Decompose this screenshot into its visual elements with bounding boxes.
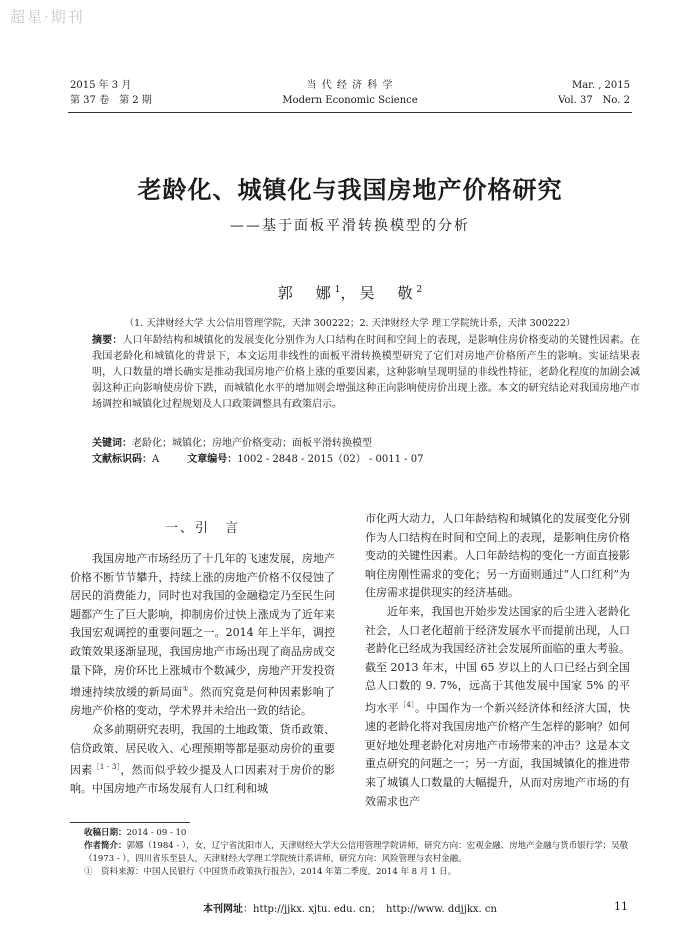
footer-label: 本刊网址 — [203, 904, 244, 915]
footnote-1-text: 资料来源：中国人民银行《中国货币政策执行报告》，2014 年第二季度，2014 年 8 月 1 日。 — [101, 867, 457, 877]
article-no-label: 文章编号： — [187, 454, 238, 465]
paragraph-2 — [70, 721, 335, 799]
doc-code-label: 文献标识码： — [92, 454, 152, 465]
received-label: 收稿日期： — [84, 828, 127, 838]
article-no: 1002 - 2848 - 2015（02） - 0011 - 07 — [237, 454, 424, 465]
author-2-affil-mark: 2 — [416, 285, 423, 295]
header-center — [200, 78, 500, 108]
article-meta — [92, 452, 640, 468]
header-date-en: Mar. , 2015 — [571, 80, 630, 91]
paragraph-3-text-b: 。中国作为一个新兴经济体和经济大国，快速的老龄化将对我国房地产价格产生怎样的影响？如何更好地处理老龄化对房地产市场带来的冲击？这是本文重点研究的问题之一；另一方面，我国城镇化的推进带来了城镇人口数量的大幅提升，从而对房地产市场的有效需求也产 — [365, 701, 631, 808]
author-bio-text: 郭娜（1984 - ），女，辽宁省沈阳市人，天津财经大学大公信用管理学院讲师，研究方向：宏观金融、房地产金融与货币银行学；吴敬（1973 - ），四川省乐至县人，天津财经大学理工学院统计系讲师，研究方向：风险管理与农村金融。 — [84, 841, 629, 864]
keywords — [92, 436, 640, 452]
received-date — [84, 827, 644, 840]
journal-name-en: Modern Economic Science — [282, 95, 418, 106]
header-volume-en: Vol. 37 No. 2 — [558, 95, 630, 106]
author-separator: ， — [340, 284, 360, 302]
citation-4: ［4］ — [399, 700, 415, 709]
watermark: 超星·期刊 — [10, 8, 85, 26]
footnote-1-mark: ① — [84, 867, 93, 877]
paragraph-1-text-a: 我国房地产市场经历了十几年的飞速发展，房地产价格不断节节攀升，持续上涨的房地产价格不仅侵蚀了居民的消费能力，同时也对我国的金融稳定乃至民生问题都产生了巨大影响，抑制房价过快上涨成为了近年来我国宏观调控的重要问题之一。2014 年上半年，调控政策效果逐渐显现，我国房地产市场出现了商品房成交量下降，房价环比上涨城市个数减少，房地产开发投资增速持续放缓的新局面 — [70, 552, 335, 699]
abstract — [92, 333, 640, 413]
paper-subtitle: ——基于面板平滑转换模型的分析 — [230, 218, 470, 234]
author-1-affil-mark: 1 — [334, 285, 341, 295]
footnote-1 — [84, 866, 644, 879]
body-column-right — [365, 510, 630, 811]
author-1: 郭 娜 — [277, 284, 335, 302]
citation-1-3: ［1 - 3］ — [92, 763, 121, 772]
header-rule — [68, 112, 632, 113]
footnote-rule — [70, 822, 190, 823]
paragraph-2-text-a: 众多前期研究表明，我国的土地政策、货币政策、信贷政策、居民收入、心理预期等都是驱动房价的重要因素 — [70, 723, 335, 777]
author-line — [0, 282, 700, 303]
author-2: 吴 敬 — [359, 284, 417, 302]
author-bio — [84, 840, 644, 866]
paragraph-2-continued: 市化两大动力，人口年龄结构和城镇化的发展变化分别作为人口结构在时间和空间上的表现，是影响住房价格变动的关键性因素。人口年龄结构的变化一方面直接影响住房刚性需求的变化；另一方面则通过“人口红利”为住房需求提供现实的经济基础。 — [365, 512, 630, 600]
abstract-label: 摘要： — [92, 335, 123, 346]
keywords-label: 关键词： — [92, 438, 132, 449]
page-number: 11 — [614, 900, 628, 913]
abstract-text: 人口年龄结构和城镇化的发展变化分别作为人口结构在时间和空间上的表现，是影响住房价格变动的关键性因素。在我国老龄化和城镇化的背景下，本文运用非线性的面板平滑转换模型研究了它们对房地产价格所产生的影响。实证结果表明，人口数量的增长确实是推动我国房地产价格上涨的重要因素，这种影响呈现明显的非线性特征，老龄化程度的加剧会减弱这种正向影响使房价下跌，而城镇化水平的增加则会增强这种正向影响使房价出现上涨。本文的研究结论对我国房地产市场调控和城镇化过程规划及人口政策调整具有政策启示。 — [92, 335, 640, 410]
header-volume-cn: 第 37 卷 第 2 期 — [70, 95, 152, 106]
journal-name-cn: 当 代 经 济 科 学 — [306, 80, 394, 91]
page-footer — [200, 900, 500, 915]
paragraph-3-text-a: 近年来，我国也开始步发达国家的后尘进入老龄化社会，人口老化超前于经济发展水平而提前出现，人口老龄化已经成为我国经济社会发展所面临的重大考验。截至 2013 年末，中国 65 岁以上的人口已经占到全国总人口数的 9. 7%，远高于其他发展中国家 5% 的平均水平 — [365, 604, 630, 715]
footnote-ref-1: ① — [182, 685, 190, 694]
doc-code: A — [152, 454, 160, 465]
header-date-cn: 2015 年 3 月 — [70, 80, 132, 91]
header-right — [558, 78, 630, 108]
keywords-text: 老龄化；城镇化；房地产价格变动；面板平滑转换模型 — [132, 438, 372, 449]
paragraph-3 — [365, 603, 630, 811]
author-bio-label: 作者简介： — [84, 841, 127, 851]
footer-urls: ：http://jjkx. xjtu. edu. cn； http://www. ddjjkx. cn — [243, 904, 497, 915]
paragraph-1-text-b: 。然而究竟是何种因素影响了房地产价格的变动，学术界并未给出一致的结论。 — [70, 685, 336, 718]
paragraph-2-text-b: ，然而似乎较少提及人口因素对于房价的影响。中国房地产市场发展有人口红利和城 — [70, 763, 335, 796]
paper-title: 老龄化、城镇化与我国房地产价格研究 — [137, 175, 563, 204]
received-value: 2014 - 09 - 10 — [126, 828, 187, 838]
affiliation: （1. 天津财经大学 大公信用管理学院，天津 300222；2. 天津财经大学 理工学院统计系，天津 300222） — [124, 318, 576, 329]
body-column-left — [70, 510, 335, 799]
paragraph-1 — [70, 550, 335, 721]
section-heading-introduction: 一、引 言 — [164, 521, 240, 536]
footnotes — [84, 827, 644, 879]
header-left — [70, 78, 152, 108]
